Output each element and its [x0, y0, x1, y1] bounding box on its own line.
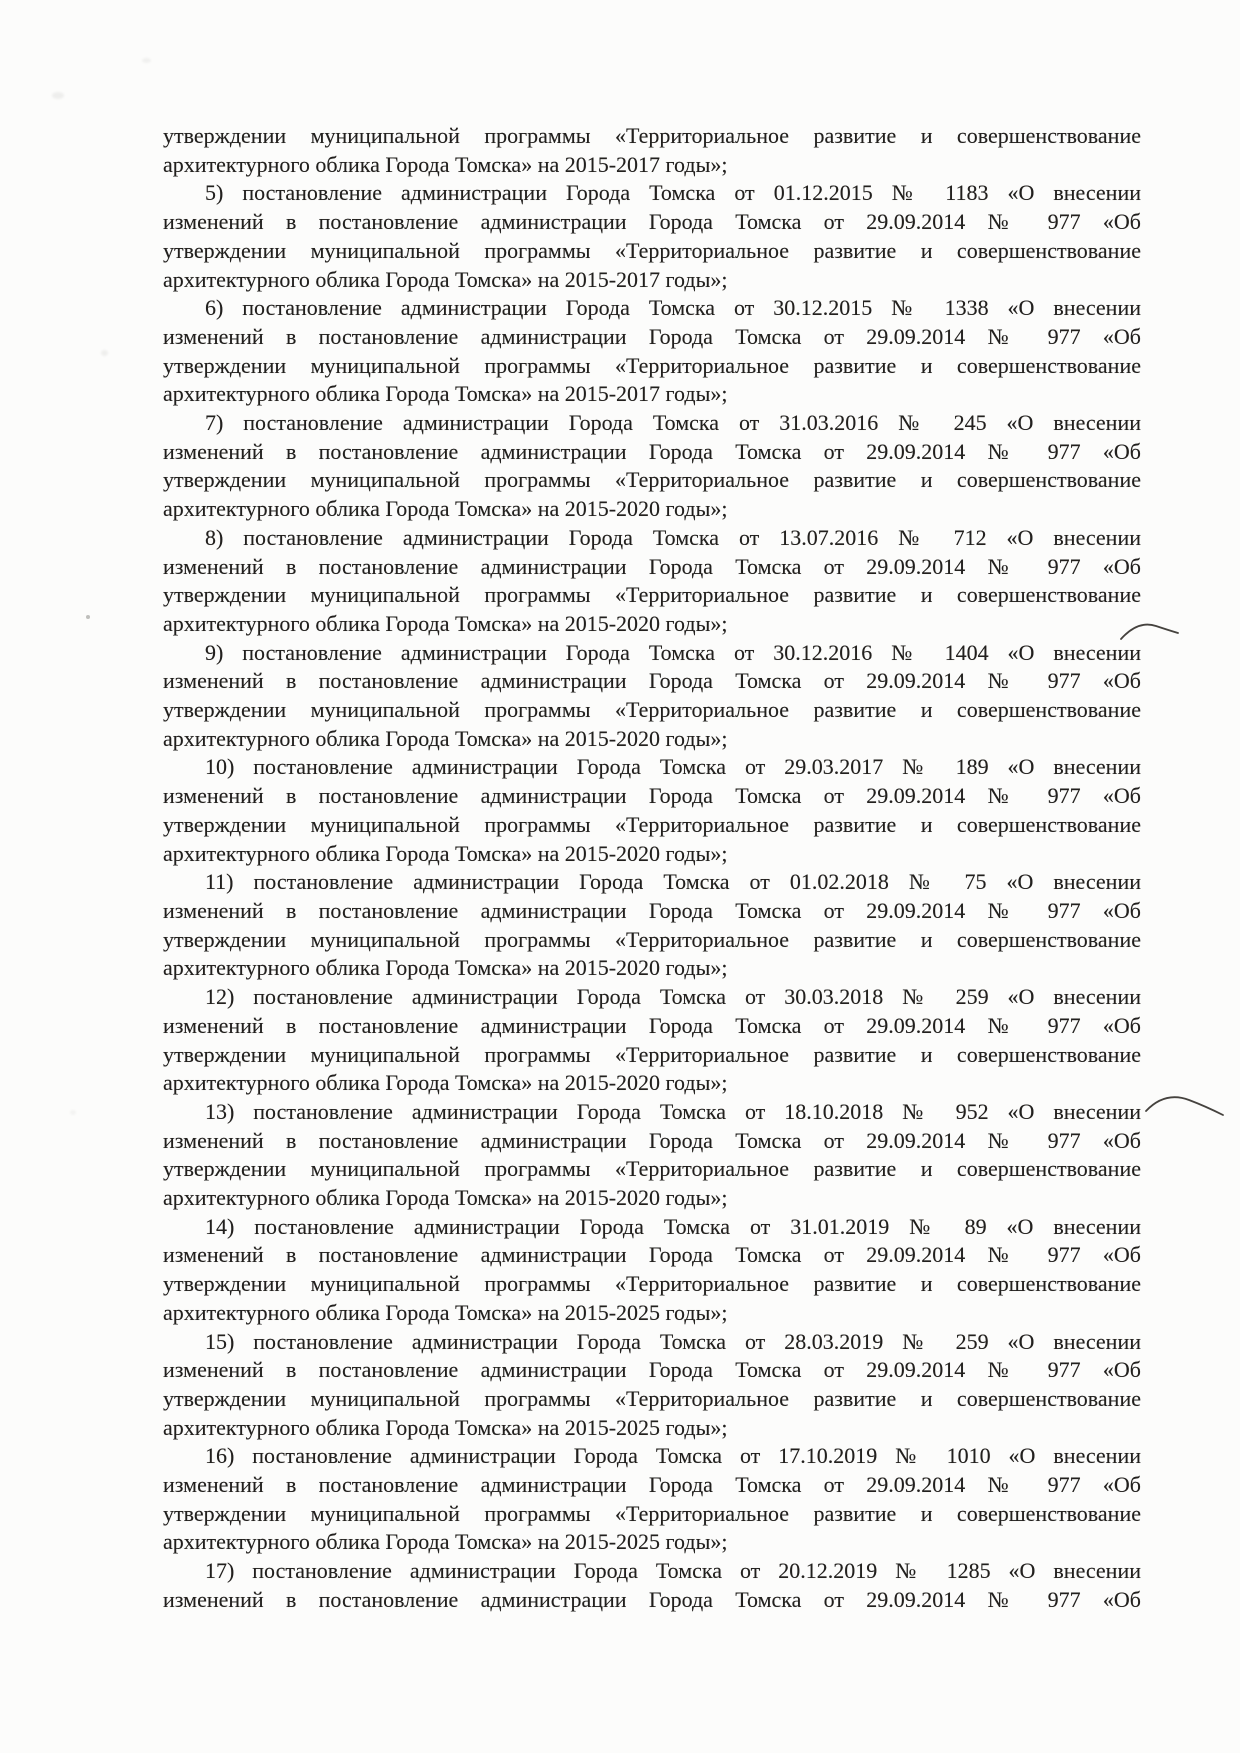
text-line: архитектурного облика Города Томска» на 2015-2017 годы»; — [163, 381, 728, 407]
scan-speck — [142, 58, 151, 63]
scan-speck — [52, 92, 64, 99]
text-line: 5) постановление администрации Города Томска от 01.12.2015 № 1183 «О внесении — [205, 180, 1141, 206]
text-line: архитектурного облика Города Томска» на 2015-2020 годы»; — [163, 840, 728, 866]
text-line: утверждении муниципальной программы «Территориальное развитие и совершенствование — [163, 1156, 1141, 1182]
text-line: изменений в постановление администрации Города Томска от 29.09.2014 № 977 «Об — [163, 1357, 1141, 1383]
text-line: изменений в постановление администрации Города Томска от 29.09.2014 № 977 «Об — [163, 1472, 1141, 1498]
text-line: изменений в постановление администрации Города Томска от 29.09.2014 № 977 «Об — [163, 783, 1141, 809]
text-line: 10) постановление администрации Города Томска от 29.03.2017 № 189 «О внесении — [205, 754, 1141, 780]
text-line: архитектурного облика Города Томска» на 2015-2025 годы»; — [163, 1529, 728, 1555]
text-line: изменений в постановление администрации Города Томска от 29.09.2014 № 977 «Об — [163, 1586, 1141, 1612]
text-line: изменений в постановление администрации Города Томска от 29.09.2014 № 977 «Об — [163, 209, 1141, 235]
text-line: утверждении муниципальной программы «Территориальное развитие и совершенствование — [163, 1041, 1141, 1067]
text-line: утверждении муниципальной программы «Территориальное развитие и совершенствование — [163, 582, 1141, 608]
text-line: 7) постановление администрации Города Томска от 31.03.2016 № 245 «О внесении — [205, 410, 1141, 436]
text-line: архитектурного облика Города Томска» на 2015-2020 годы»; — [163, 725, 728, 751]
text-line: архитектурного облика Города Томска» на 2015-2020 годы»; — [163, 496, 728, 522]
text-line: утверждении муниципальной программы «Территориальное развитие и совершенствование — [163, 467, 1141, 493]
text-line: архитектурного облика Города Томска» на 2015-2017 годы»; — [163, 151, 728, 177]
document-text-block — [163, 122, 1141, 1615]
text-line: 16) постановление администрации Города Томска от 17.10.2019 № 1010 «О внесении — [205, 1443, 1141, 1469]
scan-speck — [86, 615, 90, 619]
text-line: архитектурного облика Города Томска» на 2015-2020 годы»; — [163, 1185, 728, 1211]
scan-speck — [70, 1110, 76, 1115]
text-line: изменений в постановление администрации Города Томска от 29.09.2014 № 977 «Об — [163, 323, 1141, 349]
scan-speck — [101, 350, 108, 356]
text-line: изменений в постановление администрации Города Томска от 29.09.2014 № 977 «Об — [163, 897, 1141, 923]
text-line: архитектурного облика Города Томска» на 2015-2020 годы»; — [163, 955, 728, 981]
text-line: изменений в постановление администрации Города Томска от 29.09.2014 № 977 «Об — [163, 1127, 1141, 1153]
text-line: 15) постановление администрации Города Томска от 28.03.2019 № 259 «О внесении — [205, 1328, 1141, 1354]
text-line: 13) постановление администрации Города Томска от 18.10.2018 № 952 «О внесении — [205, 1098, 1141, 1124]
pen-mark-arc — [1143, 1092, 1227, 1122]
text-line: 6) постановление администрации Города Томска от 30.12.2015 № 1338 «О внесении — [205, 295, 1141, 321]
text-line: утверждении муниципальной программы «Территориальное развитие и совершенствование — [163, 237, 1141, 263]
text-line: утверждении муниципальной программы «Территориальное развитие и совершенствование — [163, 697, 1141, 723]
text-line: утверждении муниципальной программы «Территориальное развитие и совершенствование — [163, 1385, 1141, 1411]
text-line: утверждении муниципальной программы «Территориальное развитие и совершенствование — [163, 352, 1141, 378]
text-line: архитектурного облика Города Томска» на 2015-2025 годы»; — [163, 1299, 728, 1325]
text-line: 17) постановление администрации Города Томска от 20.12.2019 № 1285 «О внесении — [205, 1558, 1141, 1584]
text-line: утверждении муниципальной программы «Территориальное развитие и совершенствование — [163, 926, 1141, 952]
text-line: утверждении муниципальной программы «Территориальное развитие и совершенствование — [163, 123, 1141, 148]
text-line: изменений в постановление администрации Города Томска от 29.09.2014 № 977 «Об — [163, 1012, 1141, 1038]
text-line: архитектурного облика Города Томска» на 2015-2020 годы»; — [163, 1070, 728, 1096]
text-line: утверждении муниципальной программы «Территориальное развитие и совершенствование — [163, 1500, 1141, 1526]
text-line: архитектурного облика Города Томска» на 2015-2017 годы»; — [163, 266, 728, 292]
text-line: утверждении муниципальной программы «Территориальное развитие и совершенствование — [163, 1271, 1141, 1297]
text-line: архитектурного облика Города Томска» на 2015-2025 годы»; — [163, 1414, 728, 1440]
text-line: изменений в постановление администрации Города Томска от 29.09.2014 № 977 «Об — [163, 438, 1141, 464]
text-line: 14) постановление администрации Города Томска от 31.01.2019 № 89 «О внесении — [205, 1213, 1141, 1239]
text-line: 11) постановление администрации Города Томска от 01.02.2018 № 75 «О внесении — [205, 869, 1141, 895]
text-line: архитектурного облика Города Томска» на 2015-2020 годы»; — [163, 610, 728, 636]
text-line: утверждении муниципальной программы «Территориальное развитие и совершенствование — [163, 811, 1141, 837]
text-line: изменений в постановление администрации Города Томска от 29.09.2014 № 977 «Об — [163, 1242, 1141, 1268]
text-line: 12) постановление администрации Города Томска от 30.03.2018 № 259 «О внесении — [205, 984, 1141, 1010]
text-line: 9) постановление администрации Города Томска от 30.12.2016 № 1404 «О внесении — [205, 639, 1141, 665]
text-line: 8) постановление администрации Города Томска от 13.07.2016 № 712 «О внесении — [205, 524, 1141, 550]
text-line: изменений в постановление администрации Города Томска от 29.09.2014 № 977 «Об — [163, 668, 1141, 694]
text-line: изменений в постановление администрации Города Томска от 29.09.2014 № 977 «Об — [163, 553, 1141, 579]
